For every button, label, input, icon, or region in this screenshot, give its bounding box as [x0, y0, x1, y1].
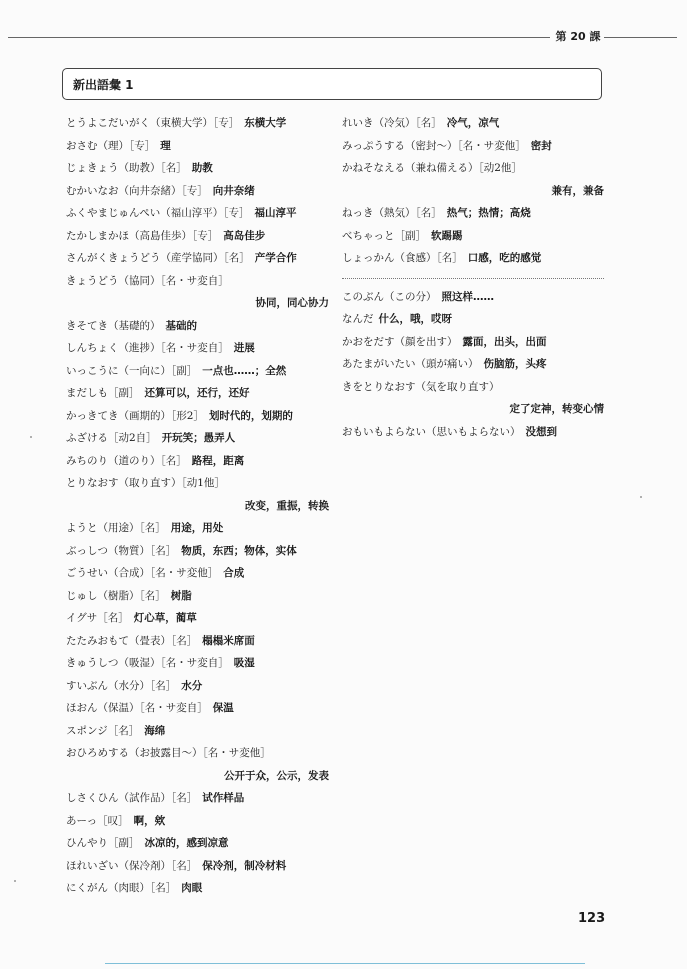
vocab-entry	[66, 157, 329, 180]
vocab-meaning: 基础的	[165, 319, 197, 332]
vocab-meaning: 合成	[223, 567, 245, 579]
vocab-meaning: 照这样……	[441, 290, 494, 303]
vocab-entry	[66, 247, 329, 270]
vocab-reading: このぶん（この分）	[342, 290, 437, 303]
scan-speck	[30, 436, 32, 438]
vocab-entry	[66, 562, 329, 585]
vocab-entry	[66, 472, 329, 495]
vocab-entry	[66, 697, 329, 720]
vocab-entry	[66, 427, 329, 450]
vocab-reading: じゅし（樹脂）［名］	[66, 589, 166, 602]
group-separator	[342, 278, 604, 280]
vocab-entry	[342, 202, 604, 225]
vocab-column-right	[342, 112, 604, 443]
vocab-reading: ひんやり［副］	[66, 837, 140, 849]
vocab-reading: ふくやまじゅんぺい（福山淳平）［专］	[66, 207, 250, 219]
vocab-reading: じょきょう（助教）［名］	[66, 162, 187, 174]
vocab-reading: イグサ［名］	[66, 612, 129, 624]
vocab-meaning: 还算可以，还行，还好	[144, 387, 250, 399]
vocab-entry	[66, 540, 329, 563]
vocab-entry	[66, 202, 329, 225]
vocab-entry	[342, 157, 604, 180]
vocab-meaning: 露面，出头，出面	[462, 335, 547, 348]
vocab-reading: れいき（冷気）［名］	[342, 117, 442, 129]
vocab-meaning: 保温	[212, 702, 234, 714]
header-rule-left	[8, 37, 550, 38]
vocab-entry-continuation: 定了定神，转变心情	[509, 403, 604, 415]
vocab-group-words	[342, 112, 604, 270]
vocab-meaning: 高岛佳步	[223, 229, 266, 242]
vocab-reading: かねそなえる（兼ね備える）［动2他］	[342, 162, 522, 174]
vocab-meaning: 没想到	[525, 425, 557, 438]
vocab-reading: みちのり（道のり）［名］	[66, 454, 187, 467]
vocab-entry	[66, 652, 329, 675]
vocab-entry	[342, 376, 604, 399]
vocab-entry	[342, 286, 604, 309]
vocab-meaning: 开玩笑；愚弄人	[161, 432, 236, 444]
vocab-entry	[342, 353, 604, 376]
vocab-reading: むかいなお（向井奈緒）［专］	[66, 184, 208, 197]
vocab-meaning: 什么，哦，哎呀	[378, 313, 452, 325]
vocab-reading: あーっ［叹］	[66, 814, 129, 827]
vocab-meaning: 划时代的，划期的	[208, 409, 293, 422]
vocab-meaning: 伤脑筋，头疼	[483, 358, 547, 370]
vocab-reading: たかしまかほ（高島佳歩）［专］	[66, 229, 219, 242]
scan-speck	[14, 880, 16, 882]
vocab-meaning: 向井奈绪	[212, 184, 255, 197]
vocab-group-expressions	[342, 286, 604, 444]
vocab-reading: ふざける［动2自］	[66, 432, 157, 444]
page-number: 123	[578, 911, 606, 926]
vocab-entry	[66, 720, 329, 743]
vocab-entry	[342, 135, 604, 158]
vocab-reading: きょうどう（協同）［名・サ変自］	[66, 274, 229, 287]
vocab-entry-continuation: 改变，重振，转换	[245, 499, 329, 512]
vocab-entry-continuation: 兼有，兼备	[551, 184, 604, 197]
vocab-entry	[66, 405, 329, 428]
vocab-reading: しょっかん（食感）［名］	[342, 252, 463, 264]
scan-speck	[640, 496, 642, 498]
vocab-reading: ほれいざい（保冷剤）［名］	[66, 859, 198, 872]
vocab-meaning: 产学合作	[254, 252, 297, 264]
vocab-meaning: 冷气，凉气	[446, 117, 500, 129]
vocab-entry	[66, 787, 329, 810]
vocab-entry	[66, 450, 329, 473]
vocab-meaning: 福山淳平	[254, 207, 297, 219]
vocab-entry	[66, 607, 329, 630]
vocab-meaning: 软踢踢	[431, 229, 463, 242]
vocab-meaning: 一点也……；全然	[202, 364, 287, 377]
vocab-reading: べちゃっと［副］	[342, 229, 426, 242]
vocab-entry-continuation: 公开于众，公示，发表	[224, 769, 329, 782]
vocab-entry	[66, 855, 329, 878]
vocab-meaning: 物质，东西；物体，实体	[181, 544, 297, 557]
vocab-meaning: 海绵	[144, 724, 166, 737]
vocab-entry	[66, 585, 329, 608]
section-header-box	[62, 68, 602, 100]
vocab-entry	[342, 421, 604, 444]
vocab-reading: すいぶん（水分）［名］	[66, 679, 177, 692]
vocab-entry	[342, 112, 604, 135]
vocab-meaning: 理	[160, 139, 171, 152]
vocab-meaning: 热气；热情；高烧	[446, 207, 531, 219]
vocab-entry	[66, 675, 329, 698]
vocab-meaning: 助教	[191, 162, 213, 174]
vocab-meaning: 吸湿	[233, 657, 255, 669]
vocab-meaning: 树脂	[170, 589, 192, 602]
vocab-entry	[66, 810, 329, 833]
vocab-reading: さんがくきょうどう（産学協同）［名］	[66, 252, 250, 264]
vocab-reading: しんちょく（進捗）［名・サ変自］	[66, 342, 229, 354]
vocab-reading: いっこうに（一向に）［副］	[66, 364, 198, 377]
vocab-reading: ようと（用途）［名］	[66, 522, 166, 534]
vocab-reading: みっぷうする（密封～）［名・サ変他］	[342, 139, 526, 152]
vocab-entry	[66, 315, 329, 338]
vocab-entry	[66, 382, 329, 405]
vocab-reading: まだしも［副］	[66, 387, 140, 399]
vocab-entry-continuation: 协同，同心协力	[255, 297, 329, 309]
vocab-reading: おもいもよらない（思いもよらない）	[342, 425, 521, 438]
vocab-meaning: 密封	[530, 139, 552, 152]
vocab-meaning: 保冷剂，制冷材料	[202, 859, 287, 872]
vocab-reading: かっきてき（画期的）［形2］	[66, 409, 204, 422]
vocab-reading: ごうせい（合成）［名・サ変他］	[66, 567, 219, 579]
vocab-meaning: 试作样品	[202, 792, 245, 804]
vocab-reading: きゅうしつ（吸湿）［名・サ変自］	[66, 657, 229, 669]
vocab-meaning: 用途，用处	[170, 522, 224, 534]
vocab-entry	[66, 225, 329, 248]
vocab-reading: きをとりなおす（気を取り直す）	[342, 380, 500, 393]
vocab-entry	[66, 112, 329, 135]
vocab-meaning: 东横大学	[244, 117, 287, 129]
vocab-entry	[342, 247, 604, 270]
vocab-reading: きそてき（基礎的）	[66, 319, 161, 332]
vocab-entry	[66, 517, 329, 540]
vocab-reading: しさくひん（試作品）［名］	[66, 792, 198, 804]
vocab-reading: あたまがいたい（頭が痛い）	[342, 358, 479, 370]
vocab-reading: なんだ	[342, 313, 374, 325]
vocab-entry	[66, 742, 329, 765]
vocab-entry	[66, 337, 329, 360]
lesson-label: 第 20 課	[555, 30, 601, 43]
vocab-entry	[342, 331, 604, 354]
vocab-entry	[342, 225, 604, 248]
vocab-entry	[66, 360, 329, 383]
section-title: 新出語彙 1	[73, 78, 134, 92]
vocab-column-left	[66, 112, 329, 900]
vocab-meaning: 榻榻米席面	[202, 634, 255, 647]
vocab-reading: おさむ（理）［专］	[66, 139, 156, 152]
vocab-entry	[342, 308, 604, 331]
vocab-entry	[66, 832, 329, 855]
vocab-meaning: 冰凉的，感到凉意	[144, 837, 229, 849]
vocab-reading: たたみおもて（畳表）［名］	[66, 634, 198, 647]
vocab-entry	[66, 630, 329, 653]
vocab-meaning: 灯心草，蔺草	[133, 612, 197, 624]
vocab-meaning: 路程，距离	[191, 454, 245, 467]
vocab-meaning: 进展	[233, 342, 255, 354]
vocab-entry	[66, 270, 329, 293]
vocab-reading: おひろめする（お披露目～）［名・サ変他］	[66, 747, 271, 759]
vocab-reading: にくがん（肉眼）［名］	[66, 882, 177, 894]
vocab-entry	[66, 877, 329, 900]
vocab-reading: とりなおす（取り直す）［动1他］	[66, 477, 225, 489]
vocab-reading: ぶっしつ（物質）［名］	[66, 544, 177, 557]
footer-rule	[105, 963, 585, 964]
vocab-reading: ねっき（熱気）［名］	[342, 207, 442, 219]
vocab-reading: かおをだす（顔を出す）	[342, 335, 458, 348]
vocab-meaning: 口感，吃的感觉	[467, 252, 542, 264]
vocab-meaning: 肉眼	[181, 882, 203, 894]
vocab-entry	[66, 180, 329, 203]
header-rule-right	[604, 37, 677, 38]
vocab-reading: スポンジ［名］	[66, 724, 140, 737]
vocab-reading: とうよこだいがく（東横大学）［专］	[66, 117, 240, 129]
vocab-meaning: 水分	[181, 679, 203, 692]
vocab-entry	[66, 135, 329, 158]
vocab-reading: ほおん（保温）［名・サ変自］	[66, 702, 208, 714]
vocab-meaning: 啊，欸	[133, 814, 166, 827]
